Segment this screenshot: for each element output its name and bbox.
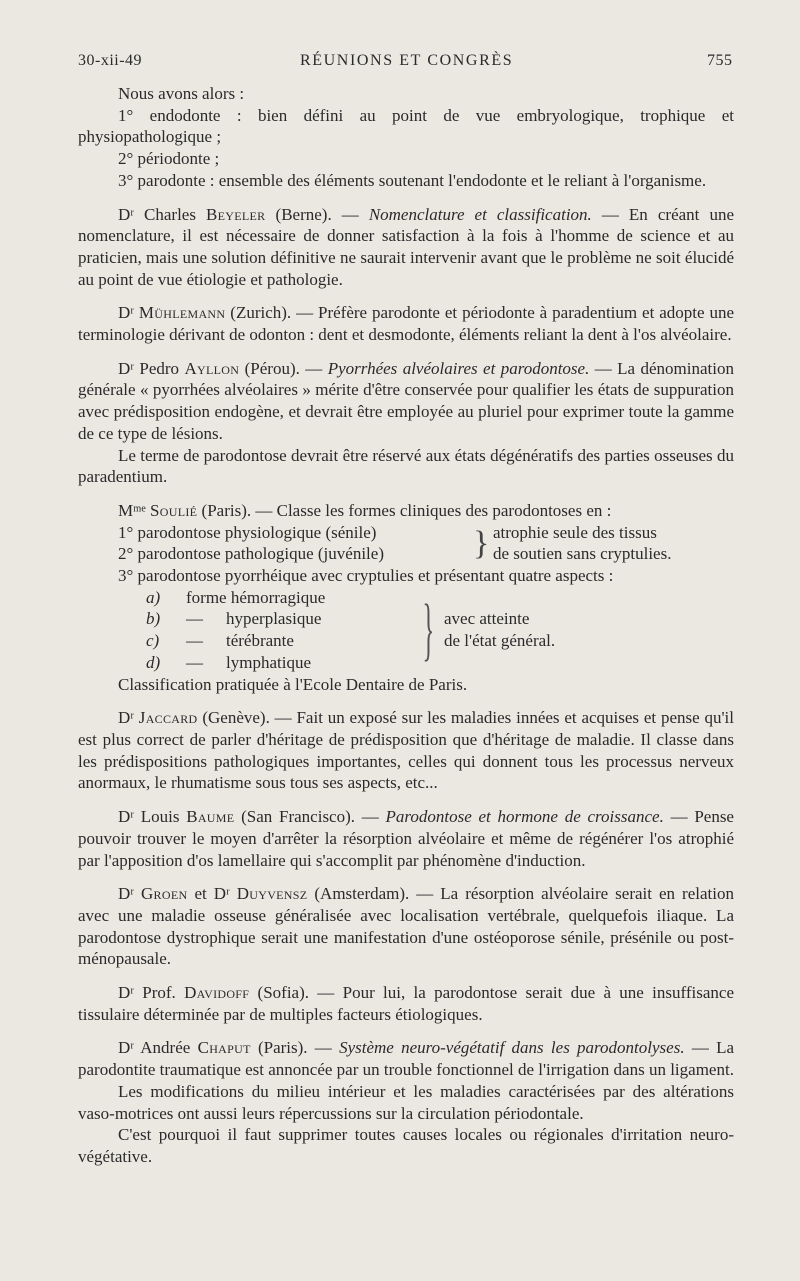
brace-note: atrophie seule des tissus	[493, 522, 657, 542]
list-item: 1° endodonte : bien défini au point de vue embryologique, trophique et physiopathologique ;	[78, 105, 734, 147]
brace-note: avec atteinte de l'état général.	[444, 609, 556, 651]
aspects-block	[146, 587, 734, 674]
speaker-paragraph: Dʳ Jaccard (Genève). — Fait un exposé sur les maladies innées et acquises et pense qu'il est plus correct de parler d'héritage de prédisposition que d'héritage de maladie. Il classe dans les prédispositions pathologiques importantes, celles qui donnent tous les processus nerveux anormaux, le rhumatisme sous tous ses aspects, etc...	[78, 708, 734, 793]
brace-note: de soutien sans cryptulies.	[493, 544, 672, 564]
list-item: 1° parodontose physiologique (sénile)	[118, 522, 377, 542]
speaker-paragraph: Dʳ Mühlemann (Zurich). — Préfère parodonte et périodonte à paradentium et adopte une terminologie dérivant de odonton : dent et desmodonte, éléments reliant la dent à l'os alvéolaire.	[78, 303, 734, 345]
page-date: 30-xii-49	[78, 52, 143, 69]
speaker-paragraph: Dʳ Louis Baume (San Francisco). — Parodontose et hormone de croissance. — Pense pouvoir trouver le moyen d'arrêter la résorption alvéolaire et même de régénérer l'os atrophié par l'apposition d'os lamellaire qui s'accomplit par phénomène d'induction.	[78, 807, 734, 870]
classification-block	[78, 522, 734, 565]
list-item: 2° périodonte ;	[118, 149, 220, 169]
paragraph: C'est pourquoi il faut supprimer toutes causes locales ou régionales d'irritation neuro-végétative.	[78, 1125, 734, 1166]
list-item: 3° parodontose pyorrhéique avec cryptulies et présentant quatre aspects :	[118, 566, 614, 586]
paragraph: Le terme de parodontose devrait être réservé aux états dégénératifs des parties osseuses du paradentium.	[78, 445, 734, 487]
paragraph: Nous avons alors :	[118, 84, 245, 103]
running-title: RÉUNIONS ET CONGRÈS	[300, 52, 514, 69]
paragraph: Classification pratiquée à l'Ecole Dentaire de Paris.	[118, 674, 468, 694]
speaker-paragraph: Dʳ Andrée Chaput (Paris). — Système neuro-végétatif dans les parodontolyses. — La parodontite traumatique est annoncée par un trouble fonctionnel de l'irrigation dans un ligament.	[78, 1038, 735, 1080]
brace: }	[422, 591, 435, 669]
aspect-row: c) — térébrante	[146, 631, 294, 651]
speaker-paragraph: Dʳ Charles Beyeler (Berne). — Nomenclature et classification. — En créant une nomenclature, il est nécessaire de donner satisfaction à la fois à l'homme de science et au praticien, mais une solution définitive ne saurait intervenir avant que le problème ne soit élucidé au point de vue étiologie et pathologie.	[78, 204, 734, 289]
page-number: 755	[707, 52, 733, 69]
brace: }	[473, 524, 490, 562]
aspect-row: d) — lymphatique	[146, 652, 311, 672]
aspect-row: a) forme hémorragique	[146, 587, 326, 607]
paragraph: Les modifications du milieu intérieur et les maladies caractérisées par des altérations vaso-motrices ont aussi leurs répercussions sur la circulation périodontale.	[78, 1081, 734, 1123]
speaker-paragraph: Mᵐᵉ Soulié (Paris). — Classe les formes cliniques des parodontoses en :	[118, 500, 612, 520]
speaker-paragraph: Dʳ Pedro Ayllon (Pérou). — Pyorrhées alvéolaires et parodontose. — La dénomination générale « pyorrhées alvéolaires » mérite d'être conservée pour qualifier les états de suppuration avec prédisposition endogène, et devrait être employée au pluriel pour exprimer toute la gamme de ce type de lésions.	[78, 358, 734, 443]
article-body	[78, 83, 734, 1168]
aspect-row: b) — hyperplasique	[146, 609, 322, 629]
speaker-paragraph: Dʳ Prof. Davidoff (Sofia). — Pour lui, la parodontose serait due à une insuffisance tissulaire déterminée par de multiples facteurs étiologiques.	[78, 983, 734, 1024]
list-item: 3° parodonte : ensemble des éléments soutenant l'endodonte et le reliant à l'organisme.	[118, 170, 707, 190]
list-item: 2° parodontose pathologique (juvénile)	[118, 544, 384, 564]
speaker-paragraph: Dʳ Groen et Dʳ Duyvensz (Amsterdam). — La résorption alvéolaire serait en relation avec une maladie osseuse généralisée avec localisation vertébrale, quelquefois iliaque. La parodontose dystrophique serait une manifestation d'une ostéoporose sénile, présénile ou post-ménopausale.	[78, 884, 734, 969]
